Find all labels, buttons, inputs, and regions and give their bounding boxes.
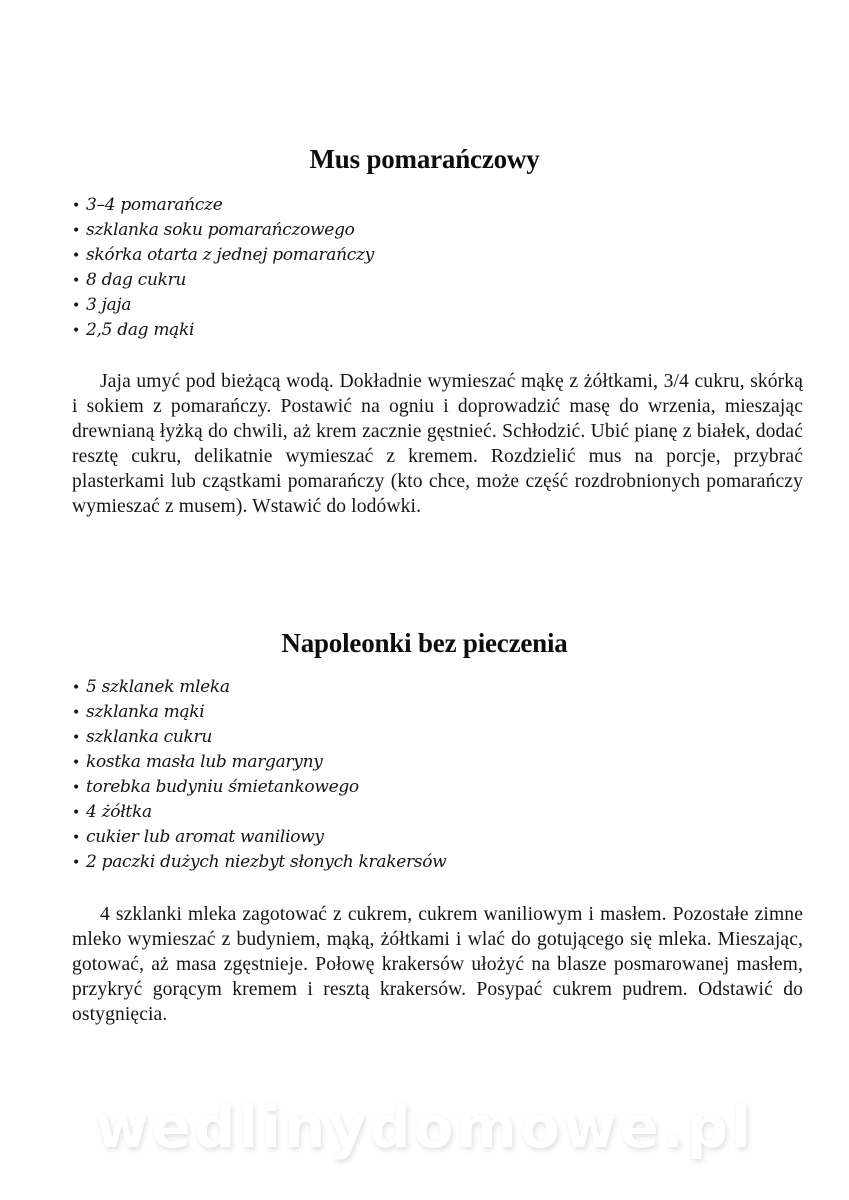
ingredient-item: • szklanka mąki: [72, 700, 446, 725]
bullet-icon: •: [72, 805, 80, 821]
bullet-icon: •: [72, 298, 80, 314]
ingredients-list-mus-pomaranczowy: [72, 193, 374, 343]
recipe-title-mus-pomaranczowy: Mus pomarańczowy: [309, 144, 540, 174]
ingredient-item: • kostka masła lub margaryny: [72, 750, 446, 775]
ingredient-item: • cukier lub aromat waniliowy: [72, 825, 446, 850]
ingredients-list-napoleonki: [72, 675, 446, 875]
bullet-icon: •: [72, 705, 80, 721]
ingredient-item: • 8 dag cukru: [72, 268, 374, 293]
bullet-icon: •: [72, 855, 80, 871]
bullet-icon: •: [72, 198, 80, 214]
bullet-icon: •: [72, 680, 80, 696]
bullet-icon: •: [72, 223, 80, 239]
instructions-mus-pomaranczowy: Jaja umyć pod bieżącą wodą. Dokładnie wymieszać mąkę z żółtkami, 3/4 cukru, skórką i sokiem z pomarańczy. Postawić na ogniu i doprowadzić masę do wrzenia, mieszając drewnianą łyżką do chwili, aż krem zacznie gęstnieć. Schłodzić. Ubić pianę z białek, dodać resztę cukru, delikatnie wymieszać z kremem. Rozdzielić mus na porcje, przybrać plasterkami lub cząstkami pomarańczy (kto chce, może część rozdrobnionych pomarańczy wymieszać z musem). Wstawić do lodówki.: [72, 371, 803, 517]
bullet-icon: •: [72, 830, 80, 846]
bullet-icon: •: [72, 780, 80, 796]
ingredient-item: • szklanka cukru: [72, 725, 446, 750]
bullet-icon: •: [72, 248, 80, 264]
bullet-icon: •: [72, 730, 80, 746]
bullet-icon: •: [72, 755, 80, 771]
watermark: wedlinydomowe.pl: [94, 1093, 755, 1161]
ingredient-item: • torebka budyniu śmietankowego: [72, 775, 446, 800]
recipe-title-napoleonki: Napoleonki bez pieczenia: [281, 628, 568, 658]
ingredient-item: • skórka otarta z jednej pomarańczy: [72, 243, 374, 268]
ingredient-item: • 2,5 dag mąki: [72, 318, 374, 343]
bullet-icon: •: [72, 273, 80, 289]
ingredient-item: • 2 paczki dużych niezbyt słonych krakersów: [72, 850, 446, 875]
ingredient-item: • 4 żółtka: [72, 800, 446, 825]
ingredient-item: • szklanka soku pomarańczowego: [72, 218, 374, 243]
bullet-icon: •: [72, 323, 80, 339]
ingredient-item: • 3 jaja: [72, 293, 374, 318]
ingredient-item: • 5 szklanek mleka: [72, 675, 446, 700]
instructions-napoleonki: 4 szklanki mleka zagotować z cukrem, cukrem waniliowym i masłem. Pozostałe zimne mleko wymieszać z budyniem, mąką, żółtkami i wlać do gotującego się mleka. Mieszając, gotować, aż masa zgęstnieje. Połowę krakersów ułożyć na blasze posmarowanej masłem, przykryć gorącym kremem i resztą krakersów. Posypać cukrem pudrem. Odstawić do ostygnięcia.: [72, 904, 803, 1025]
ingredient-item: • 3–4 pomarańcze: [72, 193, 374, 218]
